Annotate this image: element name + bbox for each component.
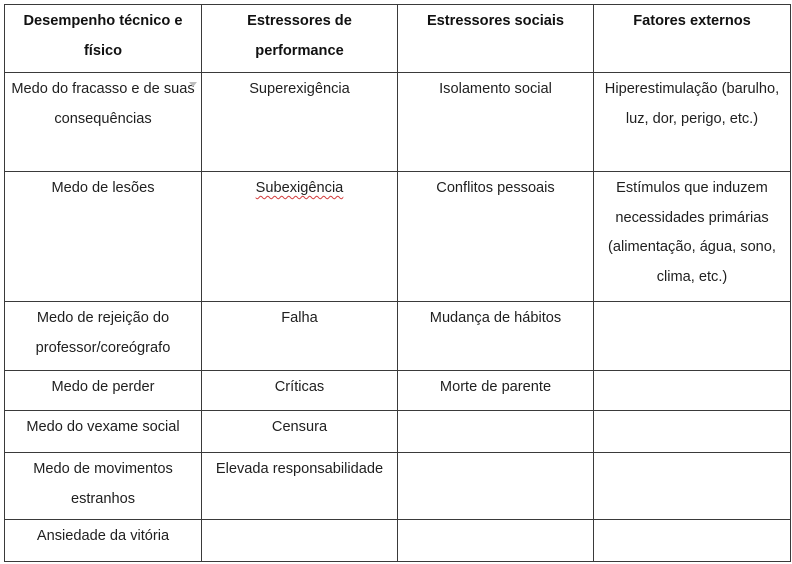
table-cell[interactable]: Elevada responsabilidade (202, 453, 398, 520)
cell-menu-arrow-icon[interactable] (189, 82, 197, 87)
header-row (5, 5, 791, 73)
table-cell[interactable]: Medo de lesões (5, 172, 202, 302)
cell-text: Medo do fracasso e de suas consequências (11, 81, 195, 127)
table-cell[interactable] (202, 520, 398, 562)
table-row (5, 302, 791, 371)
table-cell[interactable] (5, 73, 202, 172)
table-cell[interactable] (594, 411, 791, 453)
table-row (5, 453, 791, 520)
table-cell[interactable] (594, 520, 791, 562)
table-cell[interactable]: Medo de movimentos estranhos (5, 453, 202, 520)
header-estressores-performance: Estressores de performance (202, 5, 398, 73)
table-cell[interactable]: Conflitos pessoais (398, 172, 594, 302)
table-cell[interactable]: Ansiedade da vitória (5, 520, 202, 562)
table-cell[interactable]: Críticas (202, 371, 398, 411)
table-cell[interactable]: Mudança de hábitos (398, 302, 594, 371)
table-row (5, 73, 791, 172)
table-cell[interactable] (202, 172, 398, 302)
table-row (5, 371, 791, 411)
table-cell[interactable]: Censura (202, 411, 398, 453)
table-cell[interactable]: Superexigência (202, 73, 398, 172)
header-fatores-externos: Fatores externos (594, 5, 791, 73)
table-cell[interactable]: Medo do vexame social (5, 411, 202, 453)
table-cell[interactable] (594, 453, 791, 520)
table-row (5, 520, 791, 562)
table-cell[interactable]: Estímulos que induzem necessidades primárias (alimentação, água, sono, clima, etc.) (594, 172, 791, 302)
table-cell[interactable]: Medo de perder (5, 371, 202, 411)
header-desempenho: Desempenho técnico e físico (5, 5, 202, 73)
table-row (5, 172, 791, 302)
table-cell[interactable]: Hiperestimulação (barulho, luz, dor, perigo, etc.) (594, 73, 791, 172)
table-cell[interactable]: Falha (202, 302, 398, 371)
table-cell[interactable] (398, 453, 594, 520)
header-estressores-sociais: Estressores sociais (398, 5, 594, 73)
cell-text: Subexigência (255, 180, 344, 196)
table-row (5, 411, 791, 453)
table-cell[interactable] (594, 302, 791, 371)
table-cell[interactable]: Isolamento social (398, 73, 594, 172)
stressors-table (4, 4, 791, 562)
table-cell[interactable]: Morte de parente (398, 371, 594, 411)
table-cell[interactable] (398, 520, 594, 562)
table-cell[interactable] (594, 371, 791, 411)
table-cell[interactable]: Medo de rejeição do professor/coreógrafo (5, 302, 202, 371)
table-cell[interactable] (398, 411, 594, 453)
